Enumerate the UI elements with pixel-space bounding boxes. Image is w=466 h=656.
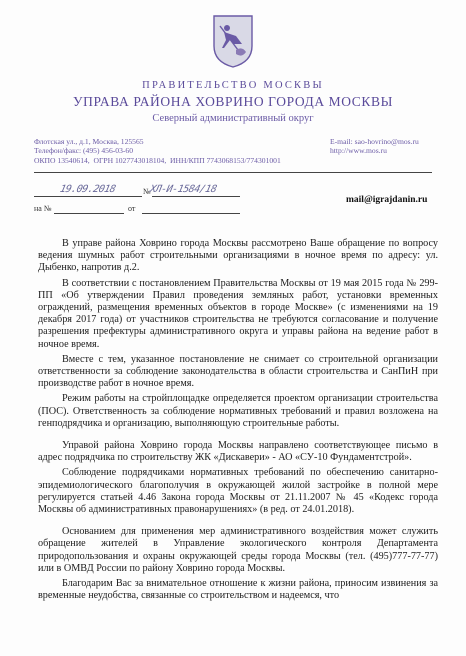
handwritten-date: 19.09.2018 [58, 184, 117, 195]
district-council-title: УПРАВА РАЙОНА ХОВРИНО ГОРОДА МОСКВЫ [73, 94, 393, 109]
reference-number-label: на № [34, 204, 52, 213]
website-line: http://www.mos.ru [330, 146, 387, 156]
contacts-right [330, 137, 419, 156]
date-underline [34, 196, 142, 197]
handwritten-number: ХЛ-И-1584/18 [148, 184, 218, 195]
phone-line: Телефон/факс: (495) 456-03-60 [34, 146, 134, 156]
reference-date-underline [142, 213, 240, 214]
email-line: E-mail: sao-hovrino@mos.ru [330, 137, 419, 146]
recipient-email: mail@igrajdanin.ru [346, 195, 428, 205]
body-paragraph: В соответствии с постановлением Правительства Москвы от 19 мая 2015 года № 299-ПП «Об утверждении Правил проведения земляных работ, установки временных ограждений, размещения временных объектов в городе Москве» (с изменениями на 19 декабря 2017 года) от участников строительства не требуются согласование и получение разрешения префектуры административного округа и управы района на ведение работ в ночное время. [38, 277, 438, 350]
moscow-coat-of-arms-icon [212, 14, 254, 68]
contacts-left [34, 137, 281, 165]
district-subtitle: Северный административный округ [152, 113, 314, 124]
reference-number-underline [54, 213, 124, 214]
number-underline [152, 196, 240, 197]
body-paragraph: Соблюдение подрядчиками нормативных требований по обеспечению санитарно-эпидемиологического благополучия в окружающей жилой застройке в полной мере регулируется статьей 4.46 Закона города Москвы от 21.11.2007 № 45 «Кодекс города Москвы об административных правонарушениях» (в ред. от 24.01.2018). [38, 467, 438, 516]
letter-body [38, 238, 438, 605]
body-paragraph: В управе района Ховрино города Москвы рассмотрено Ваше обращение по вопросу ведения шумных работ строительными организациями в ночное время по адресу: ул. Дыбенко, напротив д.2. [38, 238, 438, 274]
body-paragraph: Вместе с тем, указанное постановление не снимает со строительной организации ответственности за соблюдение законодательства в области строительства и СанПиН при производстве работ в ночное время. [38, 353, 438, 390]
address-line: Флотская ул., д.1, Москва, 125565 [34, 137, 144, 146]
body-paragraph: Режим работы на стройплощадке определяется проектом организации строительства (ПОС). Ответственность за соблюдение нормативных требований и правил возложена на генподрядчика и организацию, выполняющую строительные работы. [38, 393, 438, 429]
number-sign: № [143, 187, 151, 196]
government-title: ПРАВИТЕЛЬСТВО МОСКВЫ [142, 80, 324, 91]
body-paragraph: Благодарим Вас за внимательное отношение к жизни района, приносим извинения за временные неудобства, связанные со строительством и надеемся, что [38, 578, 438, 602]
reference-date-label: от [128, 204, 136, 213]
registry-codes-line: ОКПО 13540614, ОГРН 1027743018104, ИНН/КПП 7743068153/774301001 [34, 155, 281, 165]
header-divider [34, 172, 432, 173]
body-paragraph: Управой района Ховрино города Москвы направлено соответствующее письмо в адрес подрядчика по строительству ЖК «Дискавери» - АО «СУ-10 Фундаментстрой». [38, 440, 438, 464]
body-paragraph: Основанием для применения мер административного воздействия может служить обращение жителей в Управление экологического контроля Департамента природопользования и охраны окружающей среды города Москвы (тел. (495)777-77-77) или в ОМВД России по району Ховрино города Москвы. [38, 526, 438, 574]
